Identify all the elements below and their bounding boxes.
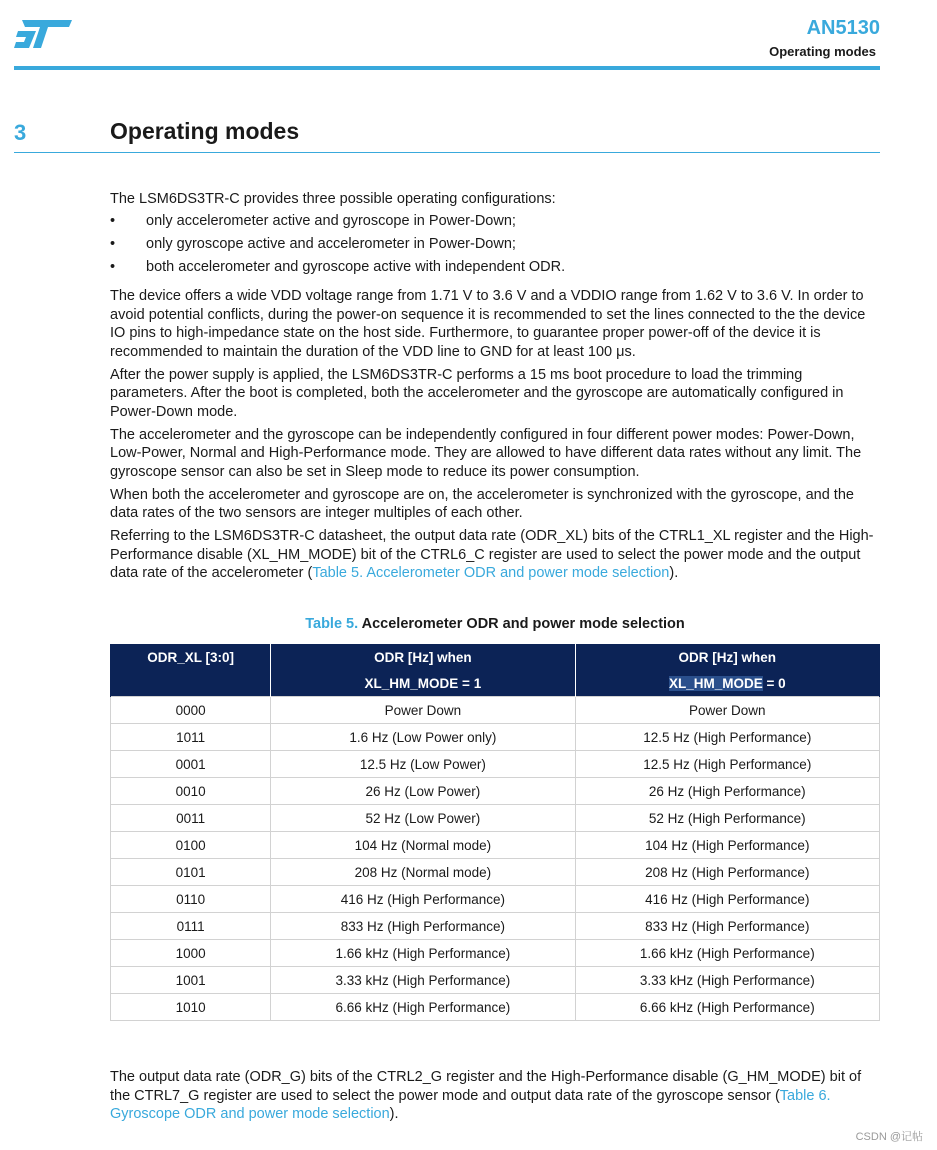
list-item: • only gyroscope active and accelerometer in Power-Down; [110, 236, 516, 252]
list-item: • both accelerometer and gyroscope active with independent ODR. [110, 259, 566, 275]
header-odr-hm1: ODR [Hz] when XL_HM_MODE = 1 [271, 644, 575, 697]
table-row: 1000 1.66 kHz (High Performance) 1.66 kHz (High Performance) [111, 940, 880, 967]
bullet-marker: • [110, 213, 116, 229]
header-section-name: Operating modes [769, 44, 876, 59]
document-id: AN5130 [806, 17, 880, 39]
table-row: 1011 1.6 Hz (Low Power only) 12.5 Hz (High Performance) [111, 724, 880, 751]
table-row: 1001 3.33 kHz (High Performance) 3.33 kHz (High Performance) [111, 967, 880, 994]
table-caption [110, 616, 880, 632]
table-header-row [111, 644, 880, 697]
header-odr-xl: ODR_XL [3:0] [111, 644, 271, 697]
paragraph-reference: Referring to the LSM6DS3TR-C datasheet, the output data rate (ODR_XL) bits of the CTRL1_XL register and the High-Performance disable (XL_HM_MODE) bit of the CTRL6_C register are used to select the power mode and the output data rate of the accelerometer (Table 5. Accelerometer ODR and power mode selection). [110, 528, 874, 581]
text-selection-highlight: XL_HM_MODE [668, 676, 763, 691]
table-row: 0101 208 Hz (Normal mode) 208 Hz (High Performance) [111, 859, 880, 886]
paragraph-sync: When both the accelerometer and gyroscope are on, the accelerometer is synchronized with the gyroscope, and the data rates of the two sensors are integer multiples of each other. [110, 486, 854, 521]
table-caption-title: Accelerometer ODR and power mode selection [361, 616, 685, 632]
table-row: 0011 52 Hz (Low Power) 52 Hz (High Performance) [111, 805, 880, 832]
st-logo-icon [14, 18, 72, 50]
table-row: 0010 26 Hz (Low Power) 26 Hz (High Performance) [111, 778, 880, 805]
body-paragraphs [110, 287, 880, 587]
table-row: 0110 416 Hz (High Performance) 416 Hz (High Performance) [111, 886, 880, 913]
section-number: 3 [14, 120, 27, 145]
paragraph-power-modes: The accelerometer and the gyroscope can be independently configured in four different power modes: Power-Down, Low-Power, Normal and High-Performance mode. They are allowed to have different data rates without any limit. The gyroscope sensor can also be set in Sleep mode to reduce its power consumption. [110, 426, 862, 480]
table-5-link[interactable]: Table 5. Accelerometer ODR and power mode selection [312, 565, 670, 581]
intro-paragraph: The LSM6DS3TR-C provides three possible operating configurations: [110, 191, 556, 207]
section-rule [14, 152, 880, 153]
odr-table [110, 644, 880, 1021]
table-caption-number: Table 5. [305, 616, 359, 632]
paragraph-boot: After the power supply is applied, the LSM6DS3TR-C performs a 15 ms boot procedure to load the trimming parameters. After the boot is completed, both the accelerometer and the gyroscope are automatically configured in Power-Down mode. [110, 366, 844, 420]
table-row: 1010 6.66 kHz (High Performance) 6.66 kHz (High Performance) [111, 994, 880, 1021]
table-row: 0111 833 Hz (High Performance) 833 Hz (High Performance) [111, 913, 880, 940]
configuration-list [110, 212, 880, 281]
section-title: Operating modes [110, 118, 300, 144]
table-row: 0100 104 Hz (Normal mode) 104 Hz (High Performance) [111, 832, 880, 859]
header-odr-hm0: ODR [Hz] when XL_HM_MODE = 0 [575, 644, 879, 697]
watermark: CSDN @记帖 [855, 1131, 923, 1143]
table-6-link[interactable]: Table 6. Gyroscope ODR and power mode selection [110, 1087, 831, 1122]
table-row: 0000 Power Down Power Down [111, 697, 880, 724]
list-item: • only accelerometer active and gyroscope in Power-Down; [110, 213, 516, 229]
table-row: 0001 12.5 Hz (Low Power) 12.5 Hz (High Performance) [111, 751, 880, 778]
bullet-marker: • [110, 259, 116, 275]
gyroscope-paragraph: The output data rate (ODR_G) bits of the CTRL2_G register and the High-Performance disable (G_HM_MODE) bit of the CTRL7_G register are used to select the power mode and output data rate of the gyroscope sensor (Table 6. Gyroscope ODR and power mode selection). [110, 1069, 862, 1122]
paragraph-power-supply: The device offers a wide VDD voltage range from 1.71 V to 3.6 V and a VDDIO range from 1.62 V to 3.6 V. In order to avoid potential conflicts, during the power-on sequence it is recommended to set the lines connected to the the device IO pins to high-impedance state on the host side. Furthermore, to guarantee proper power-off of the device it is recommended to maintain the duration of the VDD line to GND for at least 100 μs. [110, 288, 866, 360]
header-rule [14, 66, 880, 70]
bullet-marker: • [110, 236, 116, 252]
